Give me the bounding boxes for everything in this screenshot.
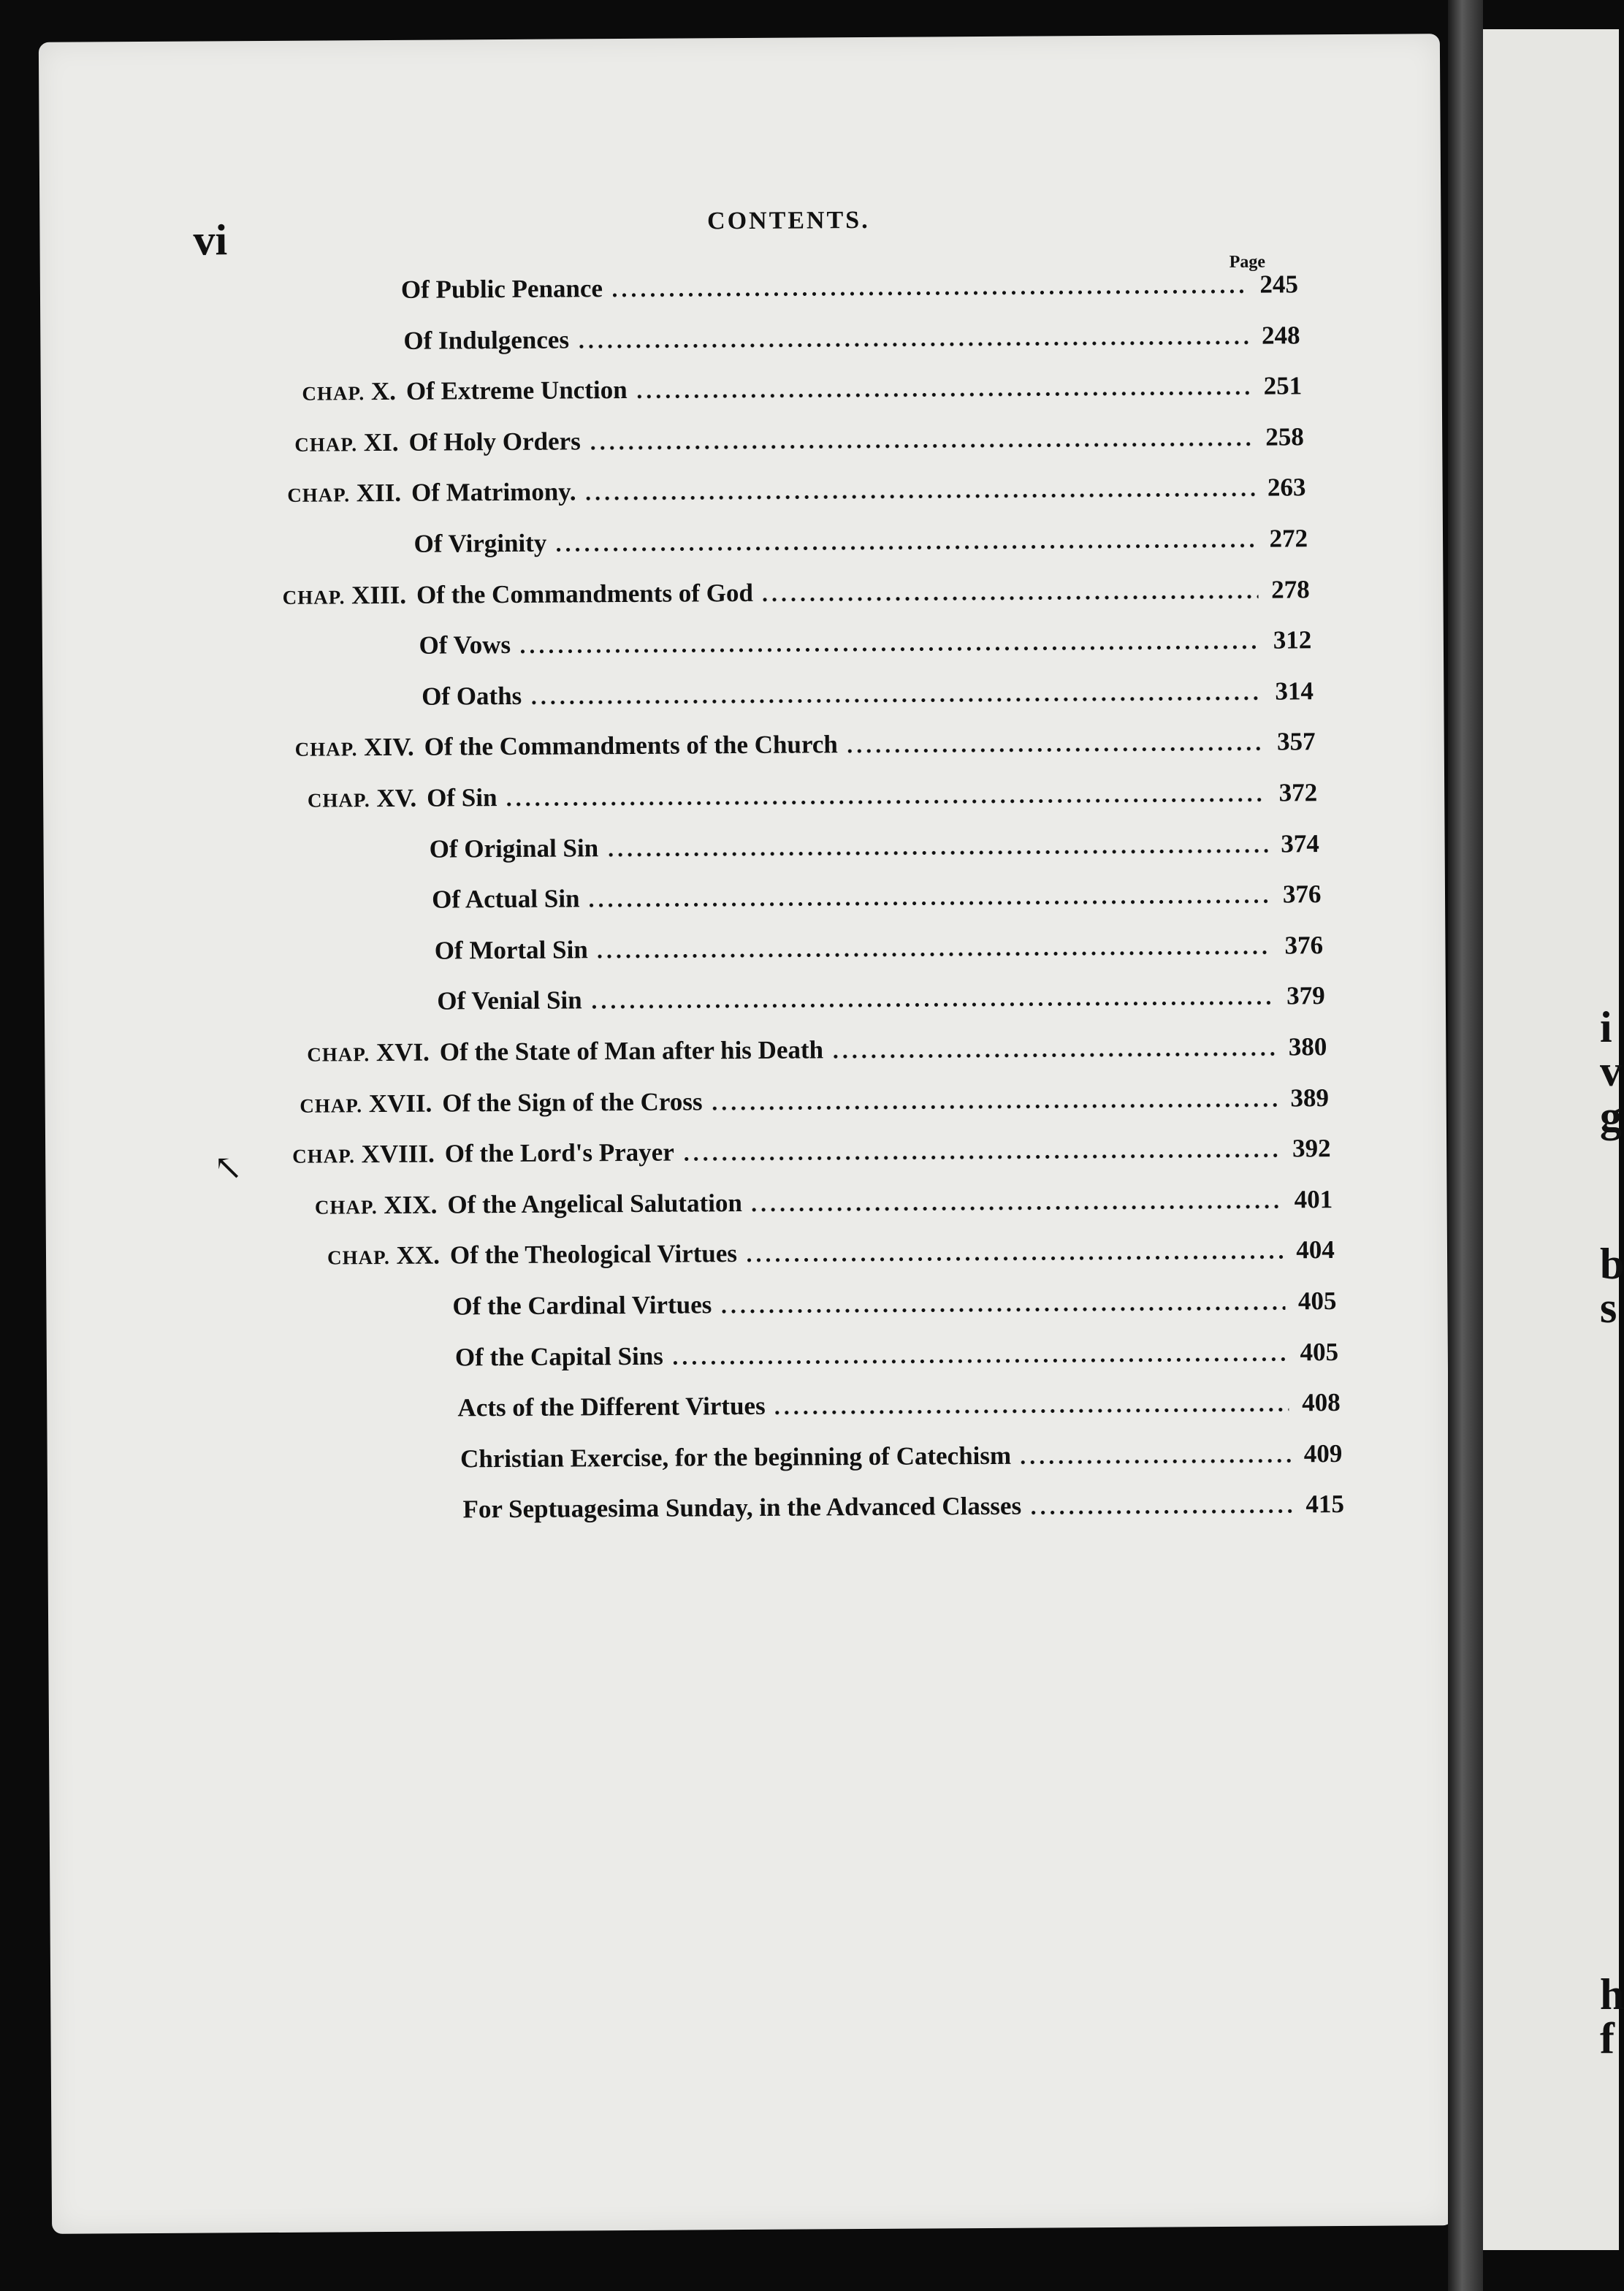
dot-leader [845, 747, 1265, 754]
dot-leader [588, 442, 1253, 451]
dot-leader [760, 594, 1259, 601]
toc-entry-page: 258 [1265, 422, 1304, 451]
toc-entry-page: 380 [1288, 1032, 1327, 1061]
toc-entry [442, 1083, 1329, 1118]
dot-leader [682, 1154, 1280, 1162]
toc-entry-page: 314 [1275, 676, 1314, 706]
toc-entry [430, 829, 1319, 864]
toc-entry-title: Of Extreme Unction [405, 376, 628, 406]
toc-entry-title: Of Public Penance [400, 274, 603, 304]
toc-entry [422, 676, 1314, 711]
adjacent-page-letter: v [1600, 1047, 1622, 1095]
toc-entry-page: 374 [1281, 828, 1319, 858]
toc-entry-title: Of the Cardinal Virtues [452, 1290, 712, 1321]
page-folio: vi [193, 216, 228, 264]
toc-entry-title: Of Sin [427, 783, 498, 812]
toc-chapter-label: CHAP. XIX. [314, 1190, 438, 1219]
toc-entry-page: 251 [1263, 371, 1303, 400]
toc-entry-title: Of the State of Man after his Death [439, 1035, 824, 1067]
toc-entry [437, 982, 1325, 1016]
toc-chapter-label: CHAP. XII. [287, 479, 402, 508]
toc-entry [406, 372, 1302, 406]
toc-entry-title: Of the Commandments of the Church [424, 730, 838, 762]
toc-entry-title: Of the Lord's Prayer [444, 1137, 674, 1168]
toc-chapter-label: CHAP. XX. [327, 1240, 441, 1270]
toc-entry [435, 931, 1324, 965]
toc-entry [408, 422, 1304, 457]
dot-leader [590, 1001, 1274, 1010]
toc-entry-title: For Septuagesima Sunday, in the Advanced Classes [462, 1492, 1022, 1524]
adjacent-page [1483, 29, 1624, 2250]
dot-leader [671, 1357, 1287, 1365]
toc-entry [413, 524, 1308, 558]
toc-chapter-label: CHAP. XVII. [300, 1089, 432, 1118]
toc-entry-page: 404 [1296, 1235, 1335, 1265]
toc-chapter-label: CHAP. XVIII. [292, 1139, 435, 1169]
toc-entry [432, 880, 1321, 914]
toc-entry-title: Of Indulgences [403, 325, 570, 355]
toc-entry-page: 376 [1284, 930, 1324, 960]
dot-leader [595, 950, 1272, 958]
toc-chapter-label: CHAP. XIII. [282, 580, 407, 609]
book-gutter [1448, 0, 1483, 2291]
toc-entry [450, 1235, 1335, 1270]
toc-entry-page: 409 [1303, 1438, 1343, 1468]
toc-entry [427, 778, 1317, 812]
dot-leader [529, 695, 1262, 704]
toc-chapter-label: CHAP. XIV. [294, 733, 414, 762]
toc-entry-page: 312 [1273, 625, 1312, 655]
toc-chapter-label: CHAP. XV. [307, 783, 417, 813]
toc-entry-page: 405 [1300, 1337, 1339, 1366]
book-page [39, 34, 1453, 2234]
margin-arrow-mark: ↖ [213, 1148, 243, 1188]
adjacent-page-letter: s [1600, 1284, 1617, 1332]
toc-entry-title: Of Venial Sin [437, 986, 582, 1015]
dot-leader [587, 899, 1270, 908]
toc-entry-title: Of Oaths [422, 681, 522, 711]
toc-chapter-label: CHAP. X. [302, 377, 397, 406]
toc-entry-title: Of the Sign of the Cross [442, 1086, 703, 1118]
toc-entry-page: 415 [1305, 1490, 1345, 1519]
page-heading: CONTENTS. [706, 206, 870, 235]
toc-entry [447, 1185, 1333, 1219]
toc-entry-page: 405 [1297, 1286, 1337, 1316]
dot-leader [606, 848, 1268, 857]
toc-entry-page: 389 [1290, 1083, 1330, 1113]
toc-entry-page: 408 [1302, 1388, 1341, 1417]
toc-entry [457, 1388, 1340, 1422]
toc-entry-title: Christian Exercise, for the beginning of Catechism [460, 1441, 1012, 1474]
toc-entry-title: Acts of the Different Virtues [457, 1392, 766, 1422]
toc-entry-page: 245 [1259, 270, 1299, 299]
toc-entry [411, 473, 1306, 508]
toc-entry-title: Of the Commandments of God [416, 578, 754, 609]
toc-entry [455, 1338, 1338, 1372]
toc-entry [440, 1032, 1327, 1067]
dot-leader [610, 289, 1247, 297]
toc-entry-title: Of Matrimony. [411, 477, 576, 508]
adjacent-page-letter: i [1600, 1003, 1612, 1051]
dot-leader [635, 391, 1251, 399]
toc-entry-page: 372 [1278, 778, 1318, 807]
toc-entry [460, 1439, 1343, 1474]
adjacent-page-letter: f [1600, 2014, 1615, 2062]
dot-leader [584, 492, 1255, 501]
dot-leader [1029, 1509, 1293, 1515]
toc-entry [462, 1490, 1344, 1524]
toc-entry-page: 357 [1276, 727, 1316, 756]
page-column-label: Page [1229, 252, 1266, 272]
toc-entry-title: Of Virginity [413, 528, 547, 558]
toc-entry [416, 575, 1310, 609]
toc-entry-title: Of the Angelical Salutation [447, 1188, 742, 1219]
toc-entry-page: 263 [1267, 473, 1306, 503]
toc-entry [403, 321, 1300, 355]
toc-chapter-label: CHAP. XVI. [307, 1037, 430, 1067]
toc-entry-page: 272 [1269, 524, 1308, 553]
dot-leader [710, 1102, 1278, 1110]
toc-entry-page: 248 [1261, 320, 1300, 350]
toc-entry-title: Of Actual Sin [432, 884, 580, 914]
toc-entry-title: Of Original Sin [429, 833, 599, 864]
toc-entry-page: 379 [1286, 981, 1325, 1010]
toc-entry-title: Of the Theological Virtues [449, 1239, 738, 1270]
toc-entry-title: Of Mortal Sin [434, 935, 588, 965]
toc-entry [424, 728, 1316, 762]
toc-entry [452, 1286, 1336, 1321]
toc-entry-page: 376 [1282, 880, 1322, 909]
dot-leader [773, 1408, 1289, 1415]
toc-chapter-label: CHAP. XI. [294, 427, 399, 457]
dot-leader [744, 1255, 1284, 1263]
dot-leader [1018, 1458, 1291, 1464]
toc-entry-page: 278 [1271, 574, 1310, 604]
toc-entry-page: 401 [1294, 1184, 1333, 1214]
toc-entry [401, 270, 1298, 305]
adjacent-page-letter: b [1600, 1240, 1624, 1288]
toc-entry-page: 392 [1292, 1134, 1331, 1163]
dot-leader [554, 544, 1257, 552]
dot-leader [750, 1204, 1281, 1211]
toc-entry [445, 1134, 1331, 1168]
toc-entry-title: Of Holy Orders [408, 427, 581, 457]
adjacent-page-letter: g [1600, 1092, 1622, 1140]
dot-leader [576, 340, 1249, 348]
toc-entry-title: Of the Capital Sins [454, 1341, 663, 1372]
adjacent-page-letter: h [1600, 1970, 1624, 2019]
dot-leader [719, 1305, 1285, 1314]
dot-leader [831, 1052, 1276, 1059]
dot-leader [505, 798, 1267, 807]
toc-entry-title: Of Vows [419, 630, 511, 660]
toc-entry [419, 625, 1311, 660]
dot-leader [518, 645, 1260, 654]
